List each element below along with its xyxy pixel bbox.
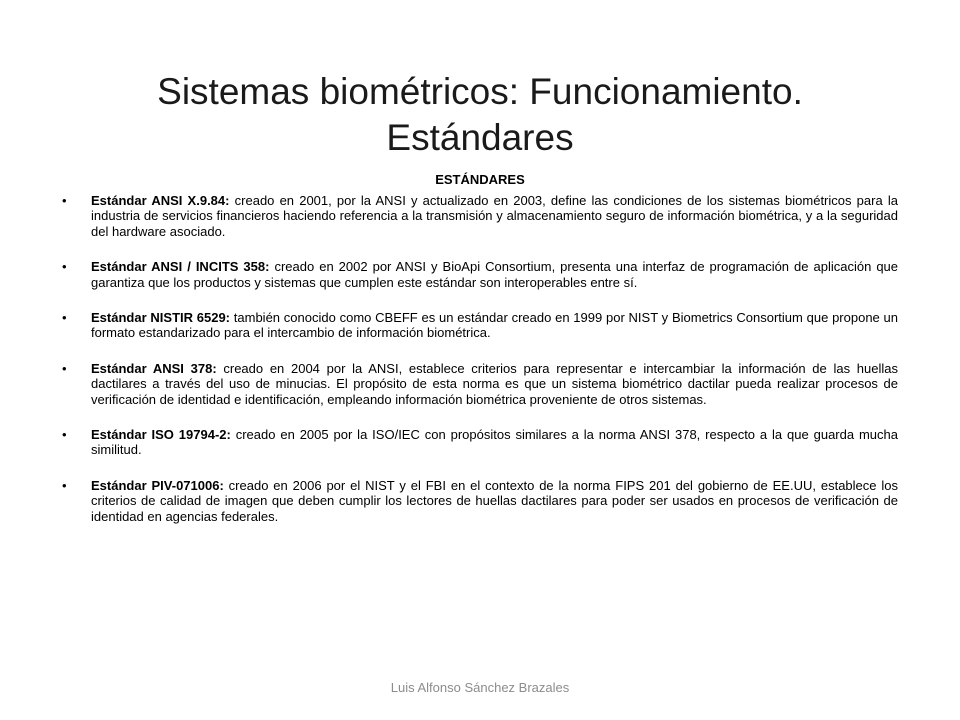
slide-title-line2: Estándares: [386, 116, 574, 158]
bullet-item-nistir-6529: [62, 310, 898, 341]
bullet-item-ansi-378: [62, 361, 898, 407]
section-heading: ESTÁNDARES: [435, 172, 525, 187]
standards-list: [62, 193, 898, 544]
bullet-text: creado en 2004 por la ANSI, establece criterios para representar e intercambiar la información de las huellas dactilares a través del uso de minucias. El propósito de esta norma es que un sistema biométrico dactilar pueda realizar procesos de verificación de identidad e identificación, empleando información biométrica proveniente de otros sistemas.: [91, 360, 899, 407]
bullet-term: Estándar ANSI 378:: [91, 360, 217, 376]
bullet-item-piv-071006: [62, 478, 898, 524]
bullet-text: creado en 2006 por el NIST y el FBI en el contexto de la norma FIPS 201 del gobierno de EE.UU, establece los criterios de calidad de imagen que deben cumplir los lectores de huellas dactilares para poder ser usados en procesos de verificación de identidad en agencias federales.: [91, 477, 898, 524]
bullet-icon: •: [62, 310, 67, 326]
footer-author: Luis Alfonso Sánchez Brazales: [390, 680, 570, 695]
bullet-term: Estándar ANSI X.9.84:: [91, 193, 230, 208]
bullet-item-ansi-incits-358: [62, 259, 898, 290]
bullet-text: creado en 2001, por la ANSI y actualizado en 2003, define las condiciones de los sistemas biométricos para la industria de servicios financieros haciendo referencia a la transmisión y almacenamiento seguro de información biométrica, y a la seguridad del hardware asociado.: [91, 193, 898, 239]
bullet-text: también conocido como CBEFF es un estándar creado en 1999 por NIST y Biometrics Consortium que propone un formato estandarizado para el intercambio de información biométrica.: [91, 310, 898, 341]
slide-title-line1: Sistemas biométricos: Funcionamiento.: [157, 70, 803, 112]
bullet-icon: •: [62, 193, 67, 208]
bullet-term: Estándar ISO 19794-2:: [91, 427, 231, 443]
bullet-icon: •: [62, 477, 67, 493]
bullet-term: Estándar ANSI / INCITS 358:: [91, 259, 270, 275]
bullet-icon: •: [62, 360, 67, 376]
bullet-text: creado en 2005 por la ISO/IEC con propósitos similares a la norma ANSI 378, respecto a la que guarda mucha similitud.: [91, 427, 898, 458]
bullet-item-iso-19794-2: [62, 427, 898, 458]
bullet-icon: •: [62, 427, 67, 443]
bullet-term: Estándar PIV-071006:: [91, 477, 224, 493]
bullet-item-ansi-x984: [62, 193, 898, 239]
bullet-term: Estándar NISTIR 6529:: [91, 310, 231, 326]
bullet-icon: •: [62, 259, 67, 275]
slide-title: [48, 69, 912, 161]
bullet-text: creado en 2002 por ANSI y BioApi Consortium, presenta una interfaz de programación de aplicación que garantiza que los productos y sistemas que cumplen este estándar son interoperables entre sí.: [91, 259, 899, 290]
